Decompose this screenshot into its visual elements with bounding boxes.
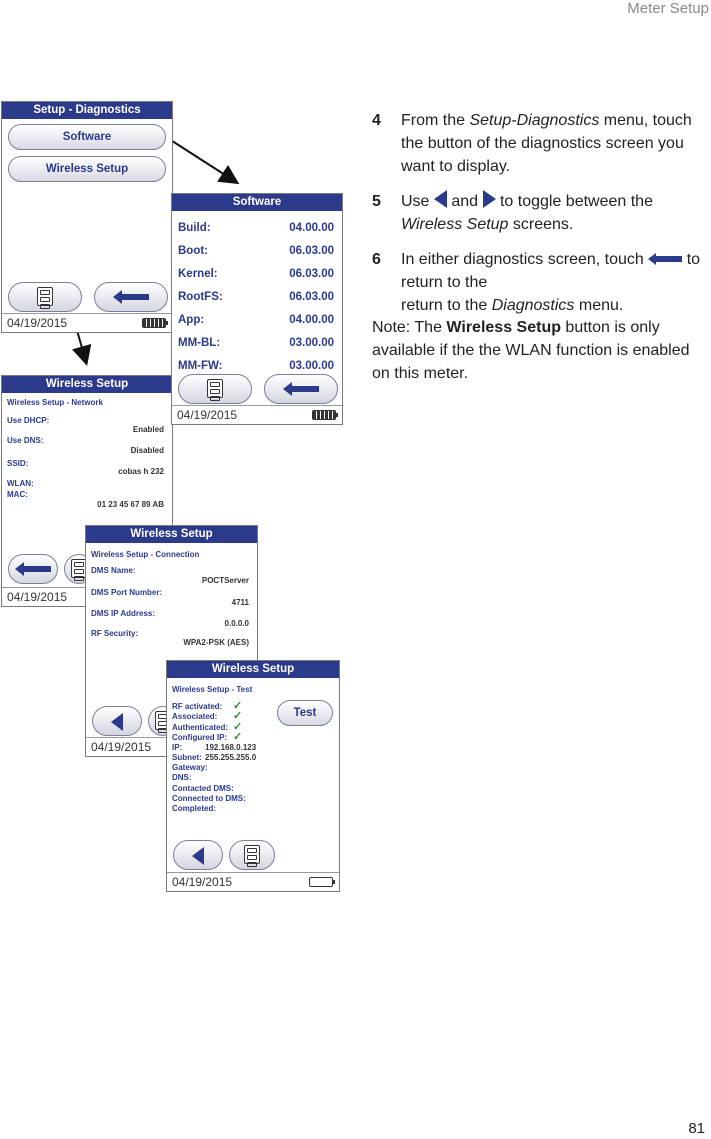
prev-button[interactable] (173, 840, 223, 870)
row-label: Use DNS: (7, 436, 44, 445)
row-value: 06.03.00 (289, 245, 334, 257)
software-screen (171, 193, 343, 425)
menu-button[interactable] (8, 282, 82, 312)
row-label: Use DHCP: (7, 416, 50, 425)
row-label: Associated: (172, 712, 218, 721)
row-value: 01 23 45 67 89 AB (97, 500, 164, 509)
date-label: 04/19/2015 (91, 740, 152, 754)
row-label: Authenticated: (172, 723, 228, 732)
step-number: 4 (372, 112, 381, 129)
row-label: Subnet: (172, 753, 202, 762)
prev-button[interactable] (92, 706, 142, 736)
row-value: 04.00.00 (289, 222, 334, 234)
row-label: Configured IP: (172, 733, 228, 742)
page-header: Meter Setup (627, 0, 709, 17)
diagnostics-title: Setup - Diagnostics (2, 102, 172, 119)
right-triangle-icon (483, 190, 496, 208)
row-value: 03.00.00 (289, 337, 334, 349)
software-title: Software (172, 194, 342, 211)
back-arrow-icon (648, 253, 682, 265)
row-label: DMS Port Number: (91, 588, 163, 597)
row-label: Boot: (178, 245, 209, 257)
row-label: DMS IP Address: (91, 609, 156, 618)
connection-subtitle: Wireless Setup - Connection (91, 550, 200, 559)
menu-icon (37, 287, 53, 306)
row-value: POCTServer (201, 576, 249, 585)
menu-icon (244, 845, 260, 864)
back-button[interactable] (264, 374, 338, 404)
check-icon: ✓ (233, 731, 243, 743)
row-label: DNS: (172, 773, 192, 782)
row-label: Kernel: (178, 268, 218, 280)
row-label: RF Security: (91, 629, 139, 638)
battery-icon (309, 877, 333, 887)
row-label: App: (178, 314, 205, 326)
back-arrow-icon (15, 562, 51, 576)
back-button[interactable] (94, 282, 168, 312)
step-5 (372, 190, 708, 240)
row-label: IP: (172, 743, 183, 752)
row-value: 06.03.00 (289, 268, 334, 280)
network-title: Wireless Setup (2, 376, 172, 393)
battery-icon (142, 318, 166, 328)
note: Note: The Wireless Setup button is only available if the the WLAN function is enabled on this meter. (372, 319, 690, 382)
row-value: 255.255.255.0 (205, 753, 257, 762)
triangle-left-icon (192, 847, 204, 865)
test-screen (166, 660, 340, 892)
test-subtitle: Wireless Setup - Test (172, 685, 253, 694)
row-label: RootFS: (178, 291, 223, 303)
menu-button[interactable] (229, 840, 275, 870)
back-arrow-icon (283, 382, 319, 396)
row-value: 0.0.0.0 (224, 619, 249, 628)
left-triangle-icon (434, 190, 447, 208)
row-value: 03.00.00 (289, 360, 334, 372)
row-value: 06.03.00 (289, 291, 334, 303)
step-text: In either diagnostics screen, touch to return to the return to the Diagnostics menu. (401, 251, 701, 314)
connection-title: Wireless Setup (86, 526, 257, 543)
step-number: 6 (372, 251, 381, 268)
test-button[interactable]: Test (277, 700, 333, 726)
status-bar (2, 313, 172, 332)
check-icon: ✓ (233, 710, 243, 722)
back-arrow-icon (113, 290, 149, 304)
check-icon: ✓ (233, 700, 243, 712)
network-subtitle: Wireless Setup - Network (7, 398, 103, 407)
row-value: Disabled (130, 446, 164, 455)
software-button[interactable]: Software (8, 124, 166, 150)
step-4 (372, 109, 708, 179)
test-title: Wireless Setup (167, 661, 339, 678)
status-bar (167, 872, 339, 891)
row-label: Gateway: (172, 763, 208, 772)
row-label: Connected to DMS: (172, 794, 246, 803)
battery-icon (312, 410, 336, 420)
triangle-left-icon (111, 713, 123, 731)
diagnostics-screen (1, 101, 173, 333)
row-label: MM-BL: (178, 337, 221, 349)
row-label: MM-FW: (178, 360, 223, 372)
status-bar (172, 405, 342, 424)
row-label: Contacted DMS: (172, 784, 234, 793)
page-number: 81 (688, 1120, 705, 1137)
row-label: MAC: (7, 490, 28, 499)
check-icon: ✓ (233, 721, 243, 733)
row-value: cobas h 232 (118, 467, 164, 476)
date-label: 04/19/2015 (177, 408, 238, 422)
row-value: Enabled (132, 425, 164, 434)
step-text: From the Setup-Diagnostics menu, touch the button of the diagnostics screen you want to display. (401, 112, 692, 175)
date-label: 04/19/2015 (7, 590, 68, 604)
row-label: SSID: (7, 459, 29, 468)
row-label: Completed: (172, 804, 216, 813)
date-label: 04/19/2015 (7, 316, 68, 330)
row-value: 192.168.0.123 (205, 743, 257, 752)
row-value: 4711 (231, 598, 249, 607)
date-label: 04/19/2015 (172, 875, 233, 889)
row-label: RF activated: (172, 702, 223, 711)
menu-icon (207, 379, 223, 398)
step-number: 5 (372, 193, 381, 210)
wireless-setup-button[interactable]: Wireless Setup (8, 156, 166, 182)
prev-button[interactable] (8, 554, 58, 584)
menu-button[interactable] (178, 374, 252, 404)
row-label: Build: (178, 222, 211, 234)
step-text: Use and to toggle between the Wireless Setup screens. (401, 190, 653, 236)
row-label: WLAN: (7, 479, 34, 488)
row-value: WPA2-PSK (AES) (183, 638, 249, 647)
row-value: 04.00.00 (289, 314, 334, 326)
row-label: DMS Name: (91, 566, 136, 575)
step-6 (372, 248, 708, 314)
